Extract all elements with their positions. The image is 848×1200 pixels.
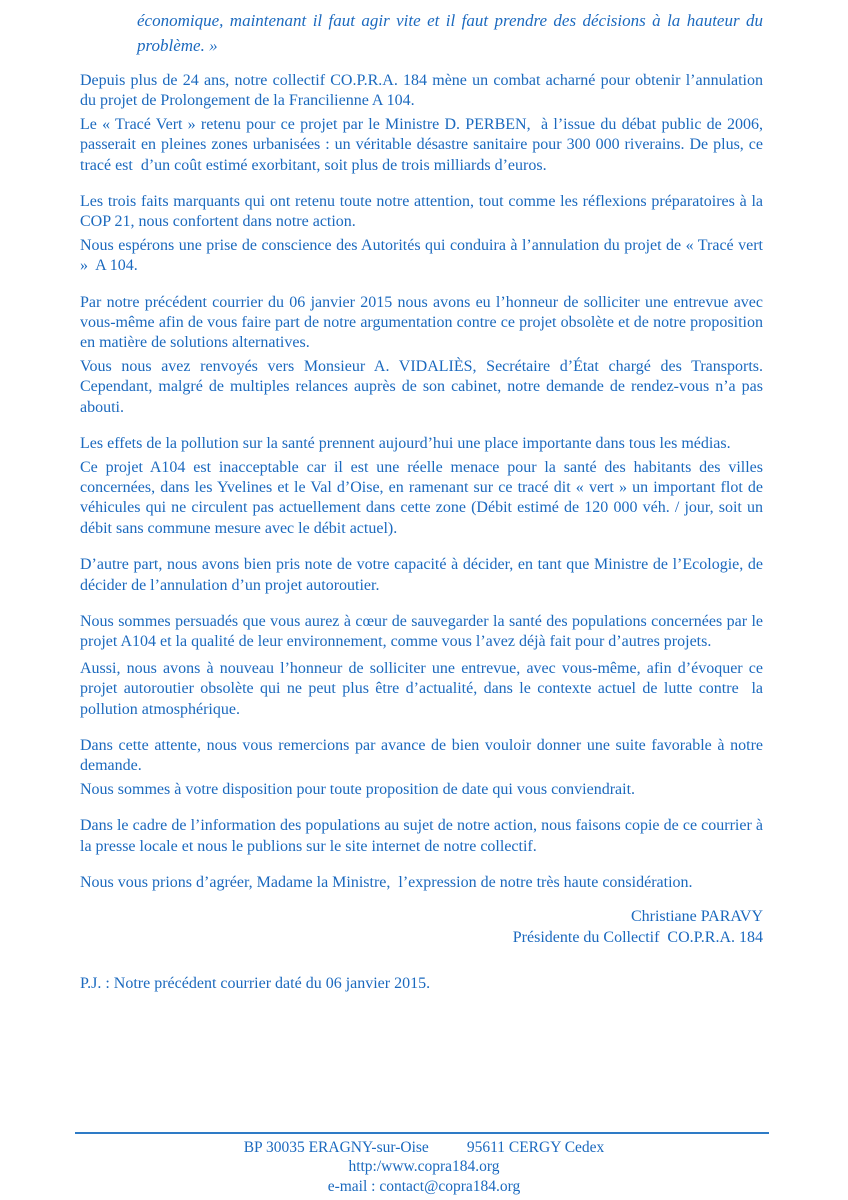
footer-divider xyxy=(75,1132,769,1134)
paragraph-aussi: Aussi, nous avons à nouveau l’honneur de solliciter une entrevue, avec vous-même, afin d’évoquer ce projet autoroutier obsolète qui ne peut plus être d’actualité, dans le contexte actuel de lutte contre la pollution atmosphérique. xyxy=(80,659,763,718)
paragraph-disposition: Nous sommes à votre disposition pour toute proposition de date qui vous conviendrait. xyxy=(80,780,636,798)
paragraph-information: Dans le cadre de l’information des populations au sujet de notre action, nous faisons copie de ce courrier à la presse locale et nous le publions sur le site internet de notre collectif. xyxy=(80,817,763,855)
paragraph-esperons: Nous espérons une prise de conscience des Autorités qui conduira à l’annulation du projet de « Tracé vert » A 104. xyxy=(80,236,763,275)
paragraph-courrier: Par notre précédent courrier du 06 janvier 2015 nous avons eu l’honneur de solliciter une entrevue avec vous-même afin de vous faire part de notre argumentation contre ce projet obsolète et de notre proposition en matière de solutions alternatives. xyxy=(80,293,763,352)
pj-note: P.J. : Notre précédent courrier daté du 06 janvier 2015. xyxy=(80,975,431,993)
signature-name: Christiane PARAVY xyxy=(630,908,763,926)
paragraph-attente: Dans cette attente, nous vous remercions par avance de bien vouloir donner une suite favorable à notre demande. xyxy=(80,736,763,775)
paragraph-autre-part: D’autre part, nous avons bien pris note de votre capacité à décider, en tant que Ministre de l’Ecologie, de décider de l’annulation d’un projet autoroutier. xyxy=(80,556,763,594)
paragraph-depuis: Depuis plus de 24 ans, notre collectif CO.P.R.A. 184 mène un combat acharné pour obtenir l’annulation du projet de Prolongement de la Francilienne A 104. xyxy=(80,72,763,110)
paragraph-inacceptable: Ce projet A104 est inacceptable car il est une réelle menace pour la santé des habitants des villes concernées, dans les Yvelines et le Val d’Oise, en ramenant sur ce tracé dit « vert » un important flot de véhicules qui ne circulent pas actuellement dans cette zone (Débit estimé de 120 000 véh. / jour, soit un débit sans commune mesure avec le débit actuel). xyxy=(80,458,763,537)
paragraph-trois-faits: Les trois faits marquants qui ont retenu toute notre attention, tout comme les réflexions préparatoires à la COP 21, nous confortent dans notre action. xyxy=(80,193,763,231)
paragraph-pollution: Les effets de la pollution sur la santé prennent aujourd’hui une place importante dans tous les médias. xyxy=(80,435,731,453)
quote-paragraph: économique, maintenant il faut agir vite et il faut prendre des décisions à la hauteur du problème. » xyxy=(137,11,763,55)
footer-website: http:/www.copra184.org xyxy=(348,1158,500,1175)
signature-block xyxy=(80,906,763,948)
paragraph-agreer: Nous vous prions d’agréer, Madame la Ministre, l’expression de notre très haute considération. xyxy=(80,874,693,891)
paragraph-persuades: Nous sommes persuadés que vous aurez à cœur de sauvegarder la santé des populations concernées par le projet A104 et la qualité de leur environnement, comme vous l’avez déjà fait pour d’autres projets. xyxy=(80,612,763,651)
page-footer xyxy=(0,1132,848,1197)
paragraph-trace-vert: Le « Tracé Vert » retenu pour ce projet par le Ministre D. PERBEN, à l’issue du débat public de 2006, passerait en pleines zones urbanisées : un véritable désastre sanitaire pour 300 000 riverains. De plus, ce tracé est d’un coût estimé exorbitant, soit plus de trois milliards d’euros. xyxy=(80,115,763,174)
footer-email: e-mail : contact@copra184.org xyxy=(327,1177,521,1195)
paragraph-renvoyes: Vous nous avez renvoyés vers Monsieur A. VIDALIÈS, Secrétaire d’État chargé des Transports. Cependant, malgré de multiples relances auprès de son cabinet, notre demande de rendez-vous n’a pas abouti. xyxy=(80,357,763,416)
footer-address-city: 95611 CERGY Cedex xyxy=(466,1138,605,1156)
footer-address-po-box: BP 30035 ERAGNY-sur-Oise xyxy=(243,1138,429,1156)
footer-address xyxy=(0,1138,848,1158)
signature-title: Présidente du Collectif CO.P.R.A. 184 xyxy=(512,929,763,947)
